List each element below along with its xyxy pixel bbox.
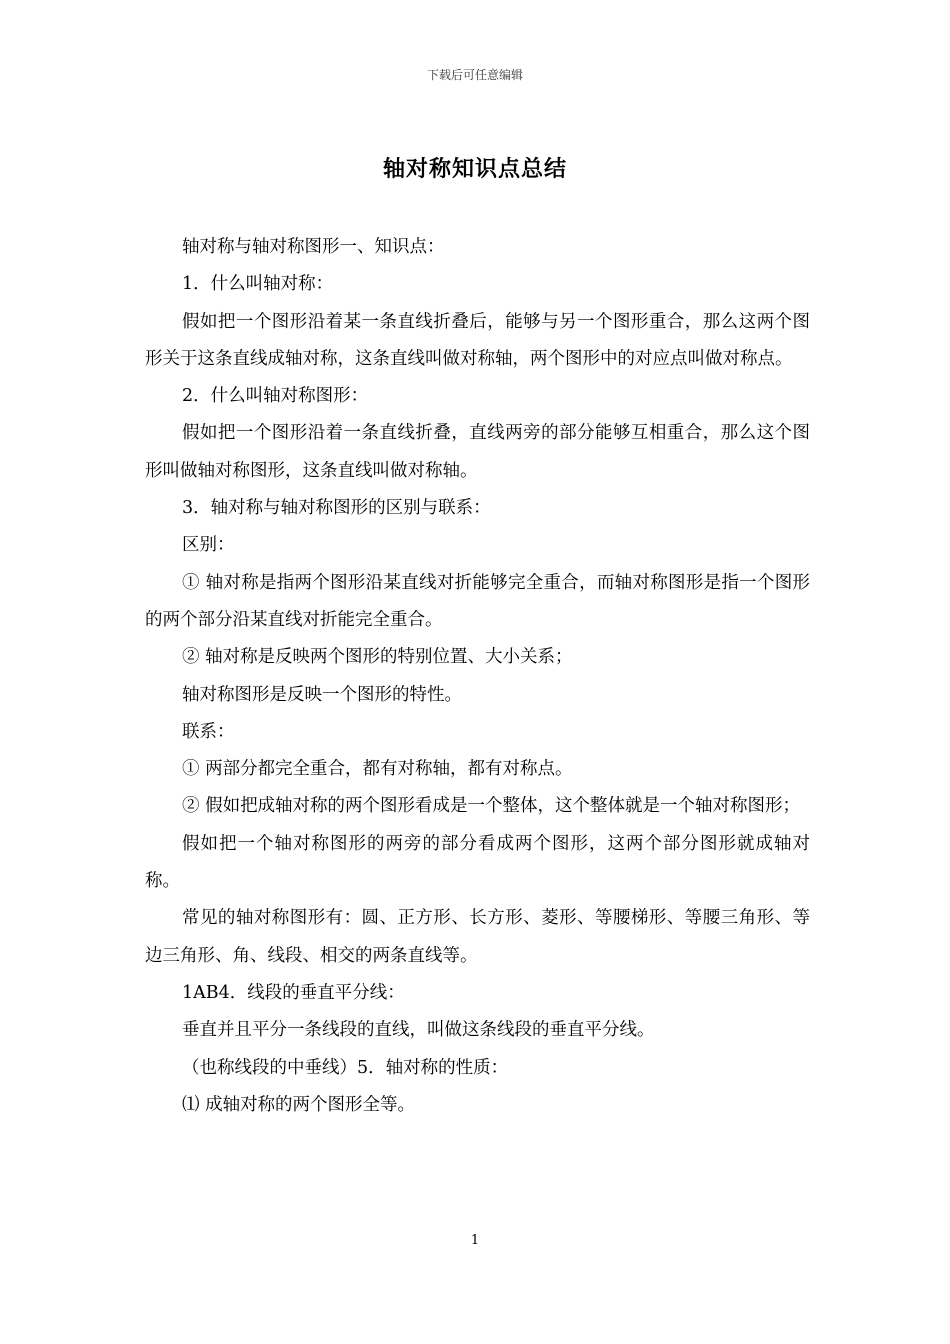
paragraph: 假如把一个图形沿着某一条直线折叠后，能够与另一个图形重合，那么这两个图形关于这条直线成轴对称，这条直线叫做对称轴，两个图形中的对应点叫做对称点。 xyxy=(145,311,810,369)
paragraph: 1AB4．线段的垂直平分线： xyxy=(182,982,405,1003)
paragraph: 常见的轴对称图形有：圆、正方形、长方形、菱形、等腰梯形、等腰三角形、等边三角形、角、线段、相交的两条直线等。 xyxy=(145,908,810,966)
paragraph: ⑴ 成轴对称的两个图形全等。 xyxy=(182,1094,416,1115)
page-header: 下载后可任意编辑 xyxy=(426,68,523,82)
paragraph: ② 轴对称是反映两个图形的特别位置、大小关系； xyxy=(182,647,573,668)
document-title: 轴对称知识点总结 xyxy=(382,156,567,182)
paragraph: ② 假如把成轴对称的两个图形看成是一个整体，这个整体就是一个轴对称图形； xyxy=(182,796,801,817)
paragraph: 轴对称图形是反映一个图形的特性。 xyxy=(182,684,462,705)
paragraph: 假如把一个图形沿着一条直线折叠，直线两旁的部分能够互相重合，那么这个图形叫做轴对称图形，这条直线叫做对称轴。 xyxy=(145,423,810,481)
paragraph: 1．什么叫轴对称： xyxy=(182,274,334,295)
page-number: 1 xyxy=(470,1233,480,1248)
paragraph: 2．什么叫轴对称图形： xyxy=(182,386,369,407)
paragraph: 假如把一个轴对称图形的两旁的部分看成两个图形，这两个部分图形就成轴对称。 xyxy=(145,833,810,892)
paragraph: 区别： xyxy=(182,535,235,556)
paragraph: ① 两部分都完全重合，都有对称轴，都有对称点。 xyxy=(182,759,573,780)
paragraph: （也称线段的中垂线）5．轴对称的性质： xyxy=(182,1057,509,1078)
paragraph: ① 轴对称是指两个图形沿某直线对折能够完全重合，而轴对称图形是指一个图形的两个部分沿某直线对折能完全重合。 xyxy=(145,572,810,630)
paragraph: 轴对称与轴对称图形一、知识点： xyxy=(182,237,445,257)
paragraph: 3．轴对称与轴对称图形的区别与联系： xyxy=(182,498,491,519)
paragraph: 联系： xyxy=(182,721,235,742)
paragraph: 垂直并且平分一条线段的直线，叫做这条线段的垂直平分线。 xyxy=(182,1020,655,1041)
document-body xyxy=(145,229,810,1124)
